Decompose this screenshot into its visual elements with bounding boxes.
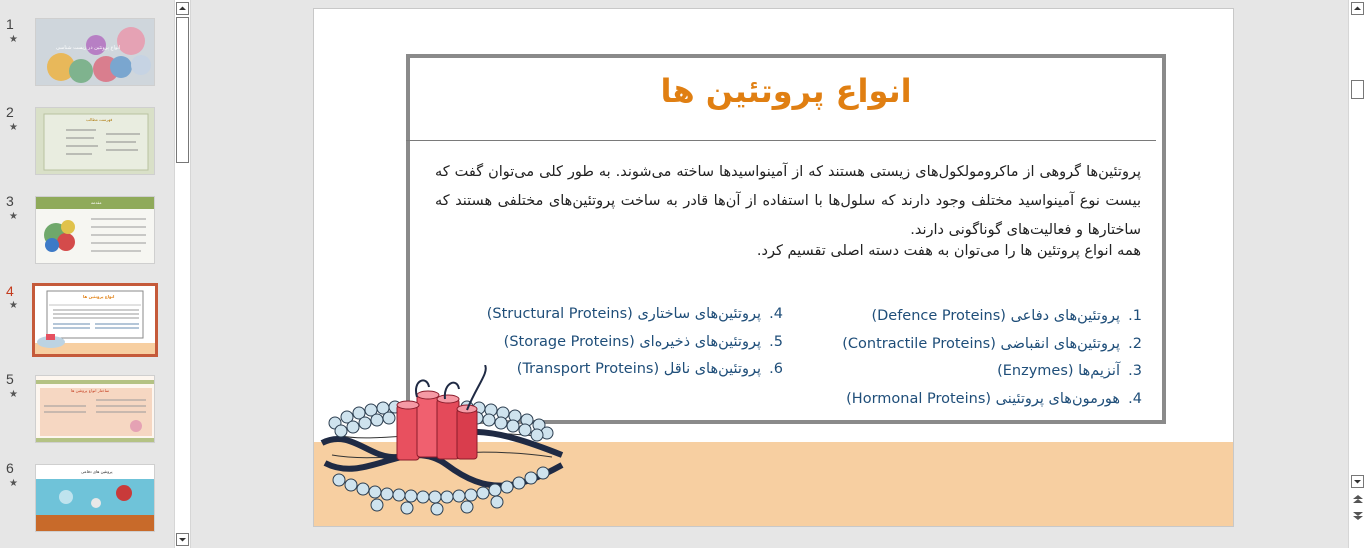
chevron-down-icon[interactable] [176, 533, 189, 546]
chevron-up-icon[interactable] [1351, 2, 1364, 15]
slide-editor [195, 0, 1348, 548]
title-divider [406, 140, 1156, 141]
chevron-up-icon[interactable] [176, 2, 189, 15]
thumbnail-image [36, 376, 155, 443]
thumbnail-image [36, 465, 155, 532]
protein-list-right[interactable] [842, 303, 1142, 413]
thumb-number: 3 [6, 193, 14, 209]
transition-star-icon: ★ [9, 122, 18, 133]
thumb-number: 6 [6, 460, 14, 476]
slide-scrollbar[interactable] [1348, 0, 1366, 548]
list-item: 2.پروتئین‌های انقباضی (Contractile Proteins) [842, 335, 1142, 352]
transition-star-icon: ★ [9, 300, 18, 311]
thumb-title: ساختار انواع پروتئین ها [71, 388, 110, 393]
list-item: 4.پروتئین‌های ساختاری (Structural Proteins) [486, 306, 783, 322]
thumb-title: انواع پروتئین در زیست شناسی [56, 45, 121, 51]
thumb-title: فهرست مطالب [86, 117, 113, 122]
list-item: 5.پروتئین‌های ذخیره‌ای (Storage Proteins) [503, 333, 783, 350]
slide-thumbnail-4[interactable] [32, 283, 158, 357]
transition-star-icon: ★ [9, 34, 18, 45]
slide-title[interactable]: انواع پروتئین ها [660, 72, 912, 110]
chevron-down-icon[interactable] [1351, 475, 1364, 488]
slide-thumbnail-5[interactable] [35, 375, 155, 443]
thumb-title: مقدمه [91, 200, 102, 205]
transition-star-icon: ★ [9, 211, 18, 222]
slide-thumbnail-2[interactable] [35, 107, 155, 175]
thumb-number: 2 [6, 104, 14, 120]
list-item: 6.پروتئین‌های ناقل (Transport Proteins) [516, 361, 783, 378]
scrollbar-thumb[interactable] [176, 17, 189, 163]
double-chevron-down-icon[interactable] [1352, 511, 1364, 521]
thumb-number: 4 [6, 283, 14, 299]
thumbnail-image [36, 19, 155, 86]
slide-thumbnail-1[interactable] [35, 18, 155, 86]
thumb-number: 1 [6, 16, 14, 32]
intro-paragraph[interactable]: پروتئین‌ها گروهی از ماکرومولکول‌های زیستی هستند که از آمینواسیدها ساخته می‌شوند. به طور کلی می‌توان گفت که بیست نوع آمینواسید مختلف وجود دارند که سلول‌ها با استفاده از آن‌ها قادر به ساخت پروتئین‌های مختلفی هستند که ساختارها و فعالیت‌های گوناگونی دارند. [435, 164, 1141, 238]
slide-thumbnail-6[interactable] [35, 464, 155, 532]
membrane-protein-illustration[interactable] [317, 365, 567, 525]
slide-thumbnails-panel [0, 0, 174, 548]
thumb-title: پروتئین های دفاعی [81, 469, 113, 474]
transition-star-icon: ★ [9, 478, 18, 489]
transition-star-icon: ★ [9, 389, 18, 400]
thumb-title: انواع پروتئین ها [83, 294, 115, 299]
list-item: 4.هورمون‌های پروتئینی (Hormonal Proteins) [846, 390, 1142, 407]
list-item: 3.آنزیم‌ها (Enzymes) [997, 363, 1142, 380]
scrollbar-thumb[interactable] [1351, 80, 1364, 99]
intro-summary[interactable]: همه انواع پروتئین ها را می‌توان به هفت دسته اصلی تقسیم کرد. [756, 243, 1141, 259]
list-item: 1.پروتئین‌های دفاعی (Defence Proteins) [871, 308, 1142, 324]
thumb-number: 5 [6, 371, 14, 387]
slide-canvas[interactable] [313, 8, 1234, 527]
thumbnails-scrollbar[interactable] [174, 0, 191, 548]
double-chevron-up-icon[interactable] [1352, 494, 1364, 504]
thumbnail-image [36, 197, 155, 264]
slide-thumbnail-3[interactable] [35, 196, 155, 264]
